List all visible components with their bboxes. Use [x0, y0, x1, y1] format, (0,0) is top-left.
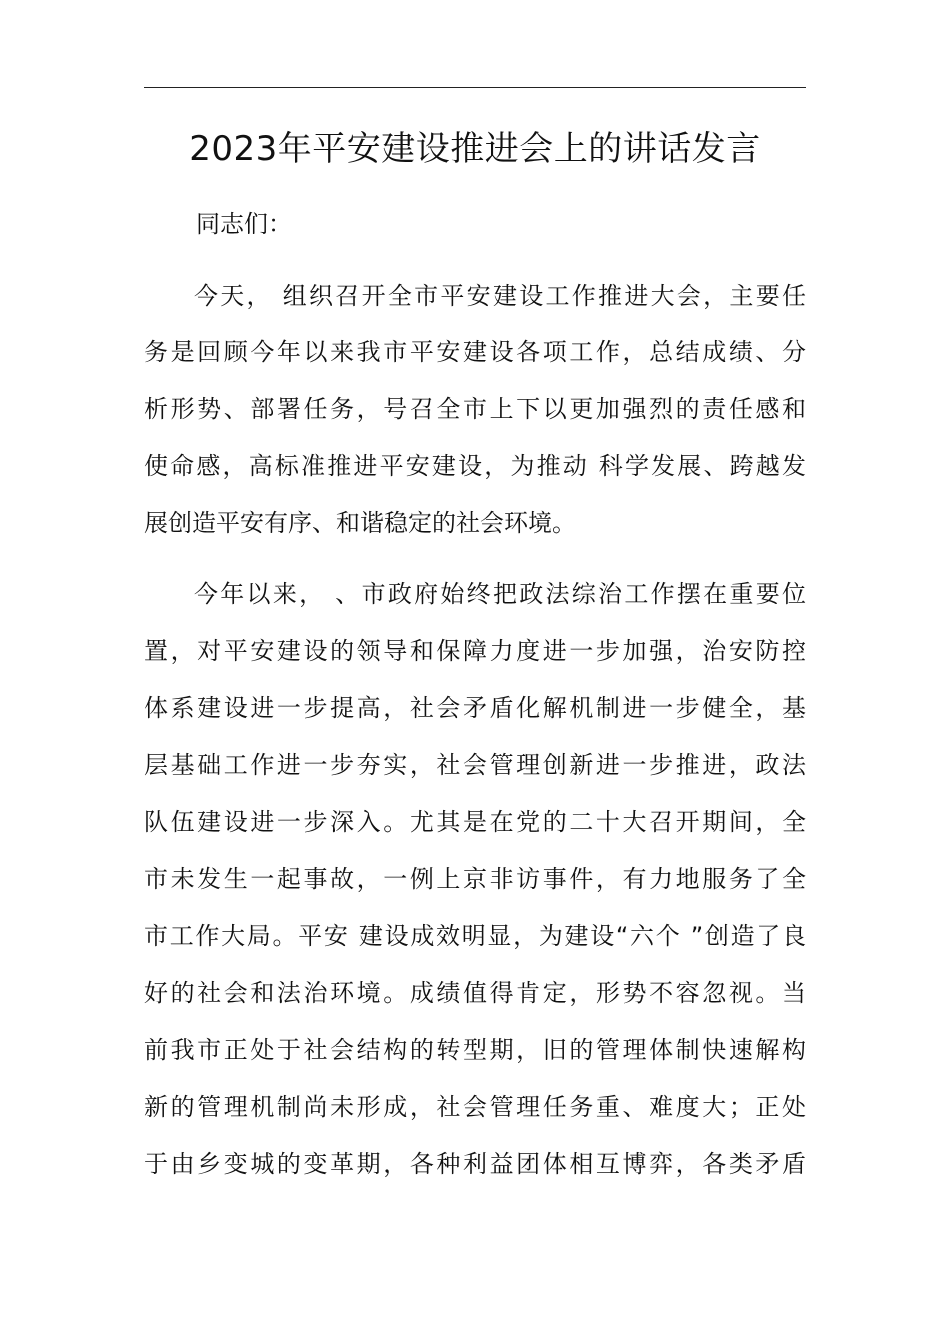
paragraph-line: 市工作大局。平安 建设成效明显，为建设“六个 ”创造了良	[144, 922, 806, 950]
paragraph-line: 析形势、部署任务，号召全市上下以更加强烈的责任感和	[144, 395, 806, 423]
document-title: 2023年平安建设推进会上的讲话发言	[189, 129, 761, 169]
paragraph-line: 使命感，高标准推进平安建设，为推动 科学发展、跨越发	[144, 452, 806, 480]
paragraph-line: 务是回顾今年以来我市平安建设各项工作，总结成绩、分	[144, 338, 806, 366]
paragraph-line: 队伍建设进一步深入。尤其是在党的二十大召开期间，全	[144, 808, 806, 836]
paragraph-line: 今天， 组织召开全市平安建设工作推进大会，主要任	[194, 282, 806, 310]
paragraph-line: 新的管理机制尚未形成，社会管理任务重、难度大；正处	[144, 1093, 806, 1121]
paragraph-line: 层基础工作进一步夯实，社会管理创新进一步推进，政法	[144, 751, 806, 779]
header-rule	[144, 87, 806, 88]
paragraph-line: 于由乡变城的变革期，各种利益团体相互博弈，各类矛盾	[144, 1150, 806, 1178]
paragraph-line: 前我市正处于社会结构的转型期，旧的管理体制快速解构	[144, 1036, 806, 1064]
paragraph-line: 体系建设进一步提高，社会矛盾化解机制进一步健全，基	[144, 694, 806, 722]
paragraph-line: 展创造平安有序、和谐稳定的社会环境。	[144, 509, 576, 537]
paragraph-line: 好的社会和法治环境。成绩值得肯定，形势不容忽视。当	[144, 979, 806, 1007]
paragraph-line: 今年以来， 、市政府始终把政法综治工作摆在重要位	[194, 580, 806, 608]
paragraph-line: 市未发生一起事故，一例上京非访事件，有力地服务了全	[144, 865, 806, 893]
paragraph-line: 置，对平安建设的领导和保障力度进一步加强，治安防控	[144, 637, 806, 665]
salutation: 同志们：	[196, 210, 292, 238]
